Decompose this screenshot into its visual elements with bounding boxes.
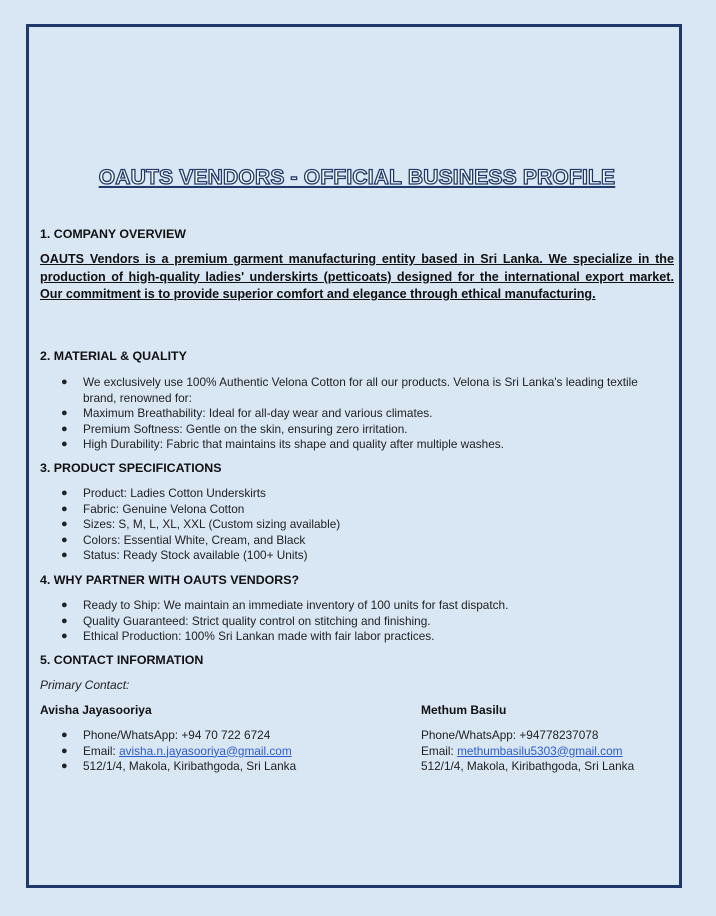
section-heading-specs: 3. PRODUCT SPECIFICATIONS bbox=[40, 461, 222, 475]
bullet-icon: ● bbox=[61, 630, 68, 642]
list-item: ● Ethical Production: 100% Sri Lankan made with fair labor practices. bbox=[61, 629, 435, 643]
list-item: ● Sizes: S, M, L, XL, XXL (Custom sizing available) bbox=[61, 517, 341, 531]
list-item: ● Quality Guaranteed: Strict quality control on stitching and finishing. bbox=[61, 613, 431, 628]
primary-contact-label: Primary Contact: bbox=[40, 678, 130, 692]
contact1-name: Avisha Jayasooriya bbox=[40, 703, 152, 717]
bullet-icon: ● bbox=[61, 438, 68, 450]
list-item: ● Maximum Breathability: Ideal for all-day wear and various climates. bbox=[61, 406, 433, 420]
bullet-icon: ● bbox=[61, 549, 68, 561]
list-item: ● Fabric: Genuine Velona Cotton bbox=[61, 501, 245, 516]
list-item: ● Ready to Ship: We maintain an immediate inventory of 100 units for fast dispatch. bbox=[61, 598, 509, 612]
specs-list bbox=[40, 486, 674, 564]
list-item: ● Status: Ready Stock available (100+ Units) bbox=[61, 548, 308, 562]
bullet-icon: ● bbox=[61, 407, 68, 419]
bullet-icon: ● bbox=[61, 599, 68, 611]
section-heading-overview: 1. COMPANY OVERVIEW bbox=[40, 227, 186, 241]
bullet-icon: ● bbox=[61, 729, 68, 741]
list-item: ● Phone/WhatsApp: +94 70 722 6724 bbox=[61, 728, 271, 742]
bullet-icon: ● bbox=[61, 502, 68, 515]
contact2-email-link[interactable]: methumbasilu5303@gmail.com bbox=[457, 743, 623, 758]
bullet-icon: ● bbox=[61, 487, 68, 499]
bullet-icon: ● bbox=[61, 614, 68, 627]
section-heading-material: 2. MATERIAL & QUALITY bbox=[40, 349, 187, 363]
list-item: ● We exclusively use 100% Authentic Velona Cotton for all our products. Velona is Sri Lanka's leading textile brand, renowned for: bbox=[61, 375, 638, 405]
list-item: ● 512/1/4, Makola, Kiribathgoda, Sri Lanka bbox=[61, 759, 297, 773]
bullet-icon: ● bbox=[61, 533, 68, 546]
list-item: ● Product: Ladies Cotton Underskirts bbox=[61, 486, 266, 500]
bullet-icon: ● bbox=[61, 518, 68, 530]
list-item: Email: methumbasilu5303@gmail.com bbox=[421, 743, 623, 758]
list-item: 512/1/4, Makola, Kiribathgoda, Sri Lanka bbox=[421, 759, 635, 773]
contact1-list bbox=[40, 728, 420, 775]
bullet-icon: ● bbox=[61, 760, 68, 772]
contact1-email-link[interactable]: avisha.n.jayasooriya@gmail.com bbox=[119, 743, 292, 758]
contact2-name: Methum Basilu bbox=[421, 703, 507, 717]
why-list bbox=[40, 598, 674, 645]
contact2-list bbox=[421, 728, 634, 775]
list-item: ● Premium Softness: Gentle on the skin, ensuring zero irritation. bbox=[61, 421, 408, 436]
list-item: ● Email: avisha.n.jayasooriya@gmail.com bbox=[61, 743, 292, 758]
list-item: ● Colors: Essential White, Cream, and Black bbox=[61, 532, 306, 547]
bullet-icon: ● bbox=[61, 376, 68, 388]
list-item: Phone/WhatsApp: +94778237078 bbox=[421, 728, 599, 742]
section-heading-why: 4. WHY PARTNER WITH OAUTS VENDORS? bbox=[40, 573, 300, 587]
section-heading-contact: 5. CONTACT INFORMATION bbox=[40, 653, 204, 667]
list-item: ● High Durability: Fabric that maintains its shape and quality after multiple washes. bbox=[61, 437, 504, 451]
overview-paragraph: OAUTS Vendors is a premium garment manufacturing entity based in Sri Lanka. We specialize in the production of high-quality ladies' underskirts (petticoats) designed for the international export market. Our commitment is to provide superior comfort and elegance through ethical manufacturing. bbox=[40, 252, 674, 301]
document-title: OAUTS VENDORS - OFFICIAL BUSINESS PROFILE bbox=[98, 166, 616, 189]
material-list bbox=[40, 375, 674, 453]
bullet-icon: ● bbox=[61, 744, 68, 757]
bullet-icon: ● bbox=[61, 422, 68, 435]
